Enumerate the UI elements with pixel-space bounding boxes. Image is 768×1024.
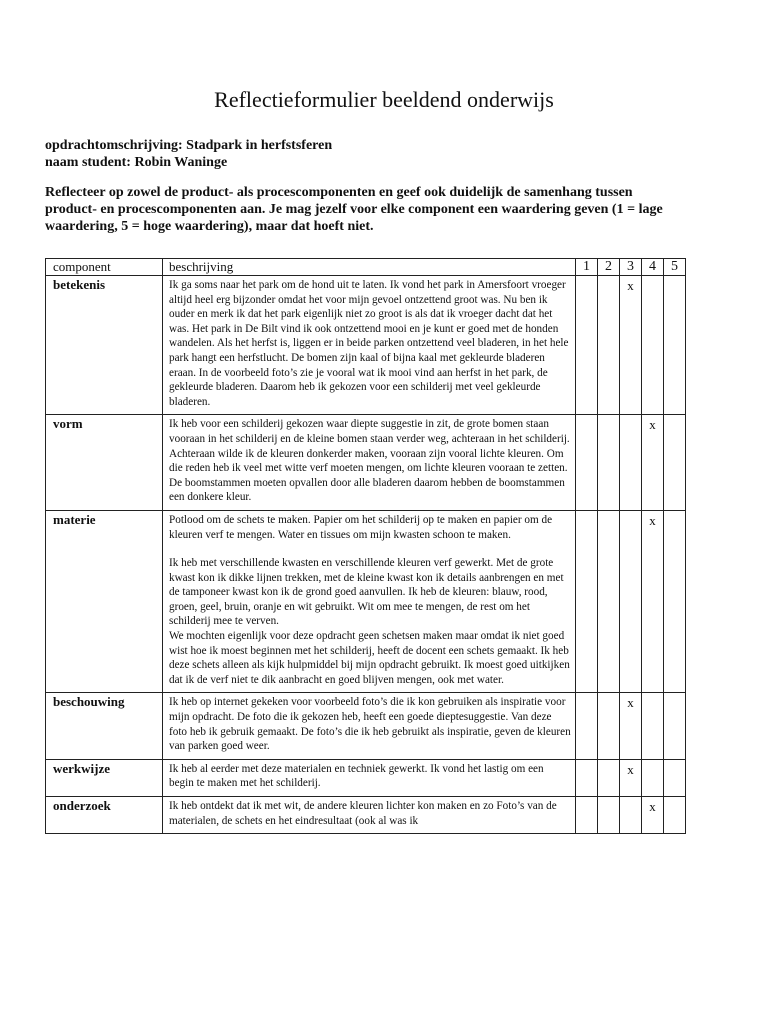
table-row xyxy=(46,276,686,415)
table-row xyxy=(46,759,686,796)
description-paragraph: Ik heb met verschillende kwasten en verschillende kleuren verf gewerkt. Met de grote kwast kon ik dikke lijnen trekken, met de kleine kwast kon ik details aanbrengen en met de tamponeer kwast kon ik de grond goed aanvullen. Ik heb de kleuren: blauw, rood, groen, geel, bruin, oranje en wit gebruikt. Wit om mee te mengen, de rest om het schilderij mee te verven. We mochten eigenlijk voor deze opdracht geen schetsen maken maar omdat ik niet goed wist hoe ik moest beginnen met het schilderij, heeft de docent een schets gemaakt. Ik heb deze schets alleen als kijk hulpmiddel bij mijn opdracht gebruikt. Ik moest goed uitkijken dat ik de verf niet te dik aanbracht en goed blijven mengen, ook met water. xyxy=(169,557,570,686)
description-paragraph: Ik heb voor een schilderij gekozen waar diepte suggestie in zit, de grote bomen staan vooraan in het schilderij en de kleine bomen staan verder weg, achteraan in het schilderij. Achteraan wilde ik de kleuren donkerder maken, vooraan zijn vooral lichte kleuren. Om die reden heb ik veel met witte verf moeten mengen, om lichte kleuren vooraan te zetten. De boomstammen moeten opvallen door alle bladeren daarom hebben de boomstammen een donkere kleur. xyxy=(169,418,570,504)
rating-cell-1[interactable] xyxy=(576,759,598,796)
page-title: Reflectieformulier beeldend onderwijs xyxy=(214,87,554,112)
table-row xyxy=(46,693,686,759)
header-rating-4: 4 xyxy=(642,259,664,276)
rating-cell-1[interactable] xyxy=(576,276,598,415)
rating-mark: x xyxy=(627,761,634,777)
rating-cell-5[interactable] xyxy=(664,276,686,415)
rating-mark: x xyxy=(649,417,656,433)
rating-cell-1[interactable] xyxy=(576,693,598,759)
instructions-paragraph: Reflecteer op zowel de product- als procescomponenten en geef ook duidelijk de samenhang tussen product- en procescomponenten aan. Je mag jezelf voor elke component een waardering geven (1 = lage waardering, 5 = hoge waardering), maar dat hoeft niet. xyxy=(45,185,663,234)
component-cell: materie xyxy=(46,510,163,693)
rating-mark: x xyxy=(627,278,634,293)
header-rating-2: 2 xyxy=(598,259,620,276)
rating-cell-4[interactable] xyxy=(642,797,664,834)
header-rating-5: 5 xyxy=(664,259,686,276)
rating-cell-2[interactable] xyxy=(598,276,620,415)
rating-cell-5[interactable] xyxy=(664,693,686,759)
rating-cell-5[interactable] xyxy=(664,510,686,693)
rating-cell-1[interactable] xyxy=(576,797,598,834)
reflection-table xyxy=(45,258,686,834)
rating-cell-4[interactable] xyxy=(642,759,664,796)
component-cell: betekenis xyxy=(46,276,163,415)
description-cell xyxy=(163,415,576,511)
header-rating-3: 3 xyxy=(620,259,642,276)
rating-mark: x xyxy=(649,799,656,814)
description-paragraph: Ik heb al eerder met deze materialen en techniek gewerkt. Ik vond het lastig om een begin te maken met het schilderij. xyxy=(169,762,544,790)
rating-cell-3[interactable] xyxy=(620,693,642,759)
rating-cell-3[interactable] xyxy=(620,759,642,796)
component-cell: beschouwing xyxy=(46,693,163,759)
rating-cell-4[interactable] xyxy=(642,276,664,415)
header-rating-1: 1 xyxy=(576,259,598,276)
description-paragraph: Potlood om de schets te maken. Papier om het schilderij op te maken en papier om de kleuren verf te mengen. Water en tissues om mijn kwasten schoon te maken. xyxy=(169,513,553,541)
component-cell: onderzoek xyxy=(46,797,163,834)
table-header-row xyxy=(46,259,686,276)
rating-cell-2[interactable] xyxy=(598,693,620,759)
rating-cell-3[interactable] xyxy=(620,276,642,415)
description-paragraph: Ik heb op internet gekeken voor voorbeeld foto’s die ik kon gebruiken als inspiratie voor mijn opdracht. De foto die ik gekozen heb, heeft een goede dieptesuggestie. Van deze foto heb ik gebruik gemaakt. De foto’s die ik heb gebruikt als inspiratie, geven de kleuren van parken goed weer. xyxy=(169,696,571,753)
student-name: naam student: Robin Waninge xyxy=(45,155,228,170)
rating-cell-5[interactable] xyxy=(664,415,686,511)
description-cell xyxy=(163,693,576,759)
table-row xyxy=(46,797,686,834)
rating-cell-2[interactable] xyxy=(598,415,620,511)
rating-cell-4[interactable] xyxy=(642,693,664,759)
header-description: beschrijving xyxy=(163,259,576,276)
description-cell xyxy=(163,276,576,415)
table-row xyxy=(46,510,686,693)
rating-mark: x xyxy=(627,695,634,711)
component-cell: vorm xyxy=(46,415,163,511)
description-paragraph: Ik ga soms naar het park om de hond uit te laten. Ik vond het park in Amersfoort vroeger altijd heel erg bijzonder omdat het voor mijn gevoel ontzettend groot was. Nu ben ik ouder en merk ik dat het park eigenlijk niet zo groot is als dat ik vroeger dacht dat het was. Het park in De Bilt vind ik ook ontzettend mooi en je kunt er goed met de honden wandelen. Als het herfst is, liggen er in beide parken ontzettend veel bladeren, in het hele park hangt een herfstlucht. De bomen zijn kaal of bijna kaal met gekleurde bladeren eraan. In de voorbeeld foto’s zie je vooral wat ik mooi vind aan herfst in het park, de gekleurde bladeren. Daarom heb ik gekozen voor een schilderij met veel gekleurde bladeren. xyxy=(169,279,569,408)
rating-cell-1[interactable] xyxy=(576,510,598,693)
assignment-description: opdrachtomschrijving: Stadpark in herfstsferen xyxy=(45,138,333,153)
rating-cell-5[interactable] xyxy=(664,759,686,796)
rating-cell-4[interactable] xyxy=(642,415,664,511)
table-row xyxy=(46,415,686,511)
rating-cell-2[interactable] xyxy=(598,759,620,796)
rating-cell-3[interactable] xyxy=(620,415,642,511)
header-component: component xyxy=(46,259,163,276)
description-paragraph: Ik heb ontdekt dat ik met wit, de andere kleuren lichter kon maken en zo Foto’s van de materialen, de schets en het eindresultaat (ook al was ik xyxy=(169,800,557,827)
component-cell: werkwijze xyxy=(46,759,163,796)
rating-cell-1[interactable] xyxy=(576,415,598,511)
rating-mark: x xyxy=(649,512,656,528)
rating-cell-2[interactable] xyxy=(598,510,620,693)
rating-cell-2[interactable] xyxy=(598,797,620,834)
rating-cell-3[interactable] xyxy=(620,510,642,693)
description-cell xyxy=(163,510,576,693)
assignment-meta xyxy=(45,137,332,171)
description-cell xyxy=(163,797,576,834)
rating-cell-4[interactable] xyxy=(642,510,664,693)
rating-cell-3[interactable] xyxy=(620,797,642,834)
rating-cell-5[interactable] xyxy=(664,797,686,834)
description-cell xyxy=(163,759,576,796)
